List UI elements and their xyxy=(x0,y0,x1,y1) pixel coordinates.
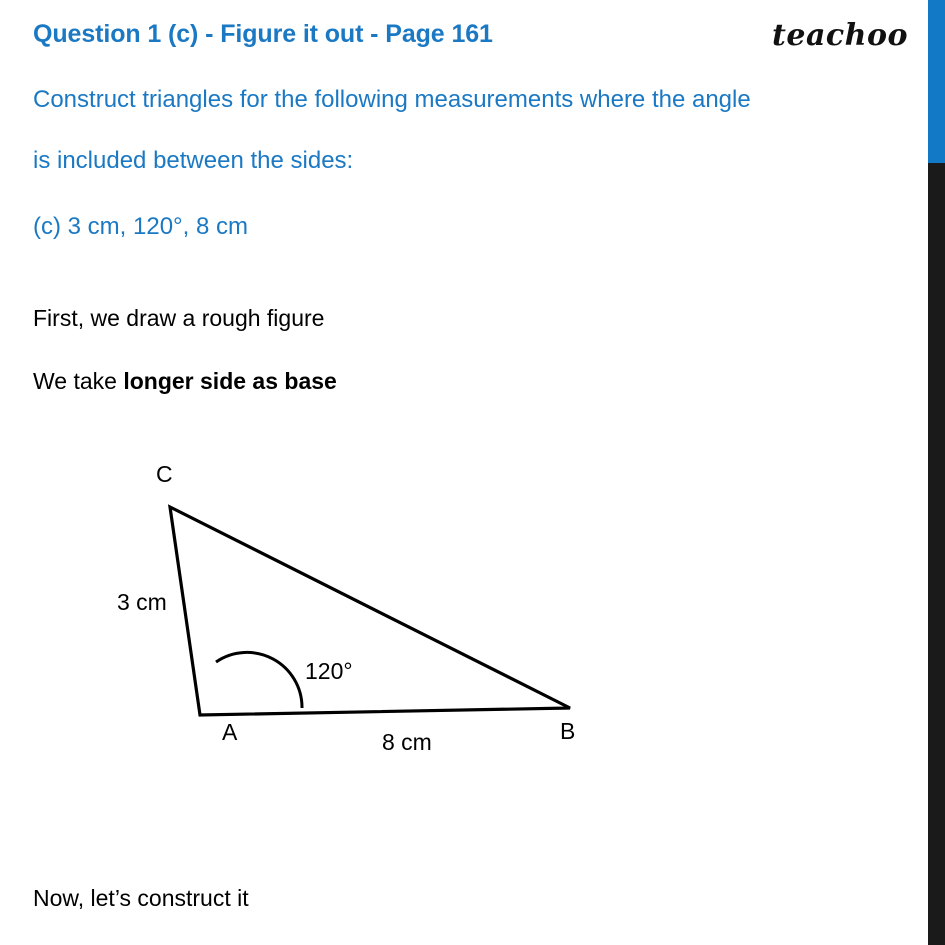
solution-line-1: First, we draw a rough figure xyxy=(33,305,325,331)
brand-logo: teachoo xyxy=(772,18,908,53)
side-label-left: 3 cm xyxy=(117,589,167,615)
solution-line-2 xyxy=(33,368,337,395)
solution-closing-line: Now, let’s construct it xyxy=(33,885,249,911)
vertex-label-a: A xyxy=(222,719,238,745)
vertex-label-c: C xyxy=(156,461,173,487)
solution-line-2-bold: longer side as base xyxy=(123,368,337,394)
page-title: Question 1 (c) - Figure it out - Page 161 xyxy=(33,20,493,48)
side-label-base: 8 cm xyxy=(382,729,432,755)
question-line-3: (c) 3 cm, 120°, 8 cm xyxy=(33,213,248,240)
question-line-2: is included between the sides: xyxy=(33,147,354,174)
solution-line-2-prefix: We take xyxy=(33,368,124,394)
angle-arc xyxy=(216,652,302,708)
question-line-1: Construct triangles for the following measurements where the angle xyxy=(33,86,751,113)
angle-label: 120° xyxy=(305,658,353,684)
vertex-label-b: B xyxy=(560,718,576,744)
triangle-figure xyxy=(90,450,650,780)
right-edge-dark-bar xyxy=(928,163,945,945)
right-edge-blue-bar xyxy=(928,0,945,163)
triangle-shape xyxy=(170,507,570,715)
